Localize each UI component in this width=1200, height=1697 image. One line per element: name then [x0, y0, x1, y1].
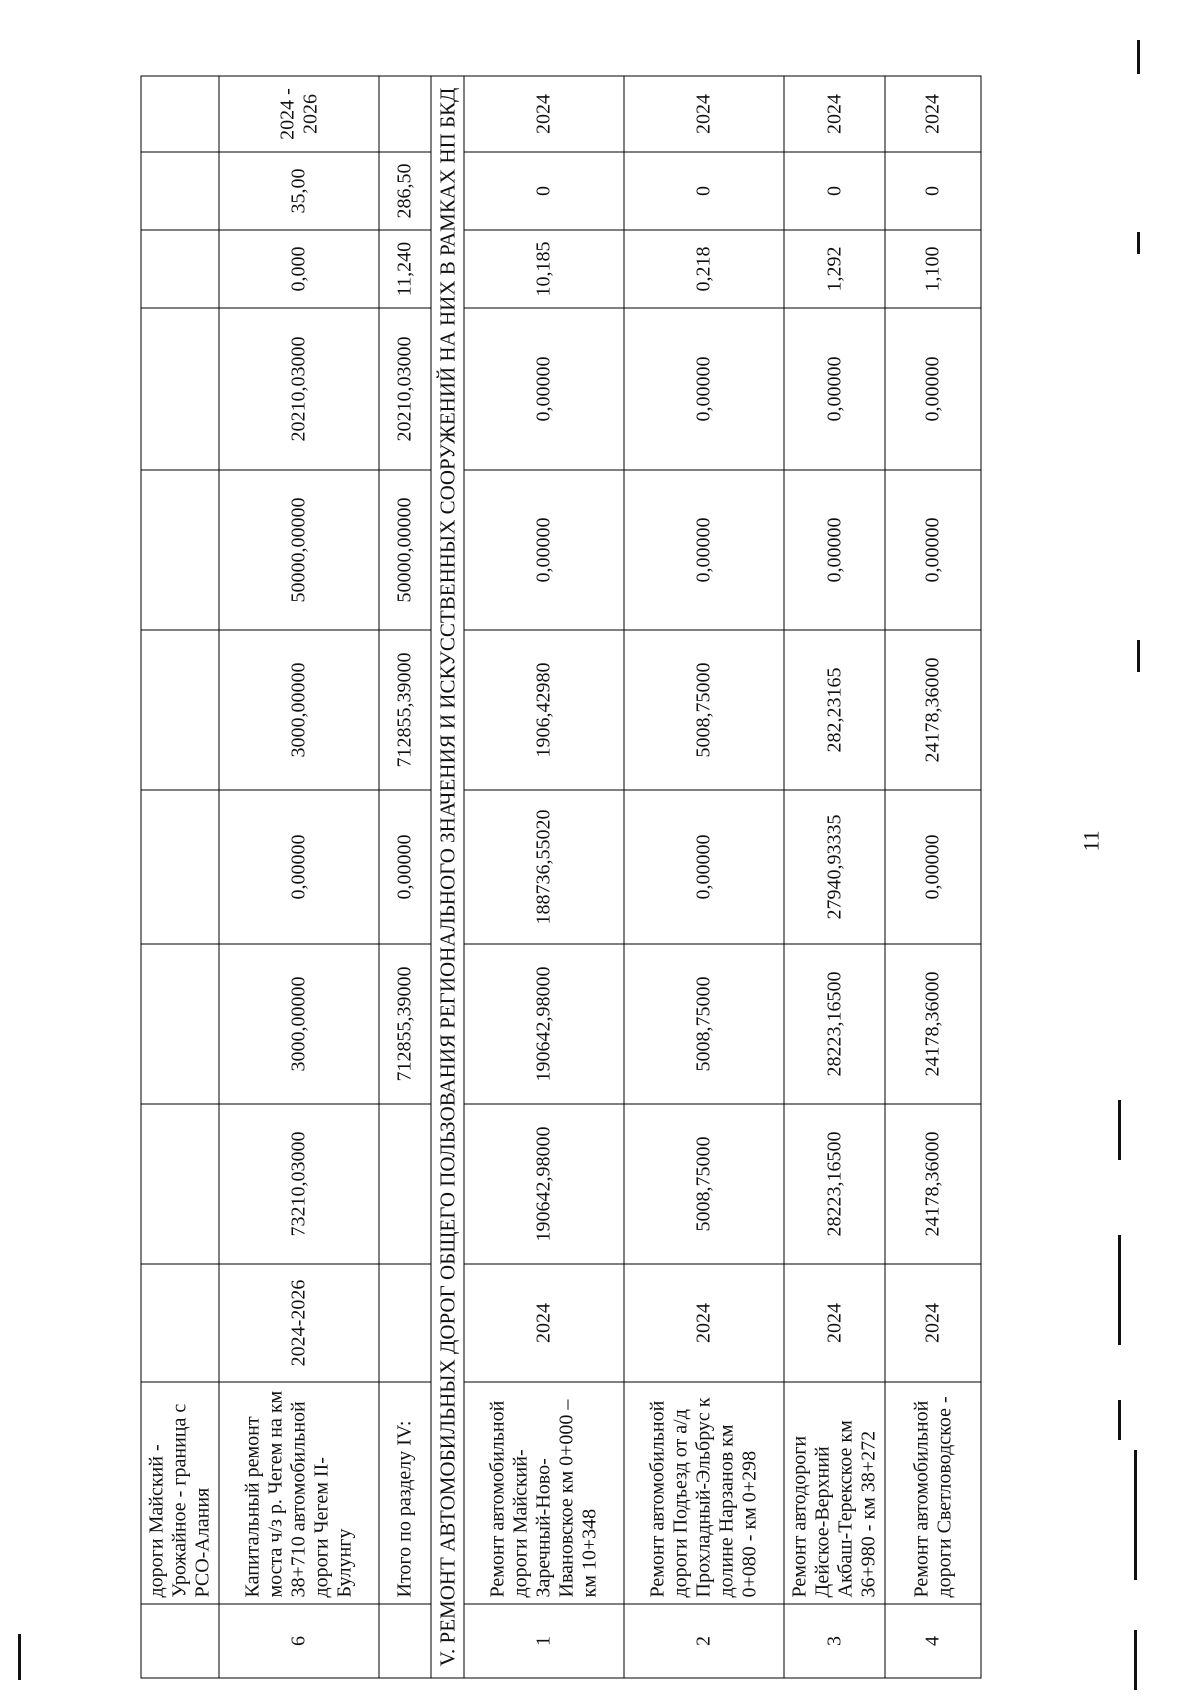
cell-c7: 11,240 — [379, 230, 431, 308]
cell-c5: 0,00000 — [885, 470, 981, 630]
cell-c4: 1906,42980 — [464, 630, 624, 790]
scan-mark — [1134, 1450, 1137, 1580]
cell-c5: 0,00000 — [784, 470, 885, 630]
cell-years: 2024 — [464, 1264, 624, 1382]
cell-name: Итого по разделу IV: — [379, 1382, 431, 1604]
cell-c6: 0,00000 — [624, 308, 784, 470]
cell-c9 — [379, 76, 431, 152]
cell-c4 — [141, 630, 219, 790]
cell-years — [141, 1264, 219, 1382]
section-title: V. РЕМОНТ АВТОМОБИЛЬНЫХ ДОРОГ ОБЩЕГО ПОЛЬЗОВАНИЯ РЕГИОНАЛЬНОГО ЗНАЧЕНИЯ И ИСКУССТВЕННЫХ СООРУЖЕНИЙ НА НИХ В РАМКАХ НП БКД — [431, 76, 464, 1678]
rotated-page — [1, 0, 1200, 1697]
cell-c3: 0,00000 — [885, 790, 981, 944]
cell-name: Капитальный ремонт моста ч/з р. Чегем на км 38+710 автомобильной дороги Чегем II-Булунгу — [219, 1382, 379, 1604]
scan-mark — [1137, 232, 1140, 254]
cell-c8: 35,00 — [219, 152, 379, 230]
cell-num: 4 — [885, 1604, 981, 1678]
cell-c5: 50000,00000 — [379, 470, 431, 630]
cell-num — [141, 1604, 219, 1678]
cell-num — [379, 1604, 431, 1678]
scan-mark — [1118, 1235, 1121, 1345]
cell-c9: 2024 — [784, 76, 885, 152]
cell-c4: 3000,00000 — [219, 630, 379, 790]
cell-num: 6 — [219, 1604, 379, 1678]
scan-mark — [1137, 640, 1140, 672]
cell-c2 — [141, 944, 219, 1104]
cell-c9: 2024 — [885, 76, 981, 152]
cell-c8: 286,50 — [379, 152, 431, 230]
cell-c4: 282,23165 — [784, 630, 885, 790]
cell-c3 — [141, 790, 219, 944]
table-row — [379, 76, 431, 1678]
cell-c3: 0,00000 — [624, 790, 784, 944]
table-row — [219, 76, 379, 1678]
cell-c1: 73210,03000 — [219, 1104, 379, 1264]
table-row — [624, 76, 784, 1678]
cell-years: 2024 — [885, 1264, 981, 1382]
cell-c9: 2024 - 2026 — [219, 76, 379, 152]
cell-c4: 24178,36000 — [885, 630, 981, 790]
cell-c5: 50000,00000 — [219, 470, 379, 630]
cell-c7: 0,218 — [624, 230, 784, 308]
cell-c2: 5008,75000 — [624, 944, 784, 1104]
cell-c2: 24178,36000 — [885, 944, 981, 1104]
cell-c6: 0,00000 — [885, 308, 981, 470]
scan-mark — [18, 1634, 21, 1680]
cell-c4: 5008,75000 — [624, 630, 784, 790]
cell-c9 — [141, 76, 219, 152]
cell-years: 2024 — [784, 1264, 885, 1382]
cell-c8: 0 — [885, 152, 981, 230]
section-row — [431, 76, 464, 1678]
cell-c4: 712855,39000 — [379, 630, 431, 790]
cell-c1 — [141, 1104, 219, 1264]
cell-c6: 0,00000 — [464, 308, 624, 470]
cell-c1: 28223,16500 — [784, 1104, 885, 1264]
cell-c7: 1,100 — [885, 230, 981, 308]
cell-c1: 24178,36000 — [885, 1104, 981, 1264]
cell-c6 — [141, 308, 219, 470]
cell-c6: 0,00000 — [784, 308, 885, 470]
cell-c3: 0,00000 — [219, 790, 379, 944]
cell-c8: 0 — [464, 152, 624, 230]
cell-c3: 188736,55020 — [464, 790, 624, 944]
table-row — [141, 76, 219, 1678]
cell-c2: 28223,16500 — [784, 944, 885, 1104]
cell-c7: 10,185 — [464, 230, 624, 308]
cell-c2: 3000,00000 — [219, 944, 379, 1104]
cell-c1: 5008,75000 — [624, 1104, 784, 1264]
table-row — [784, 76, 885, 1678]
table-row — [464, 76, 624, 1678]
cell-c6: 20210,03000 — [219, 308, 379, 470]
cell-name: Ремонт автомобильной дороги Светловодское - — [885, 1382, 981, 1604]
cell-c3: 27940,93335 — [784, 790, 885, 944]
cell-c7: 1,292 — [784, 230, 885, 308]
cell-name: Ремонт автодороги Дейское-Верхний Акбаш-Терекское км 36+980 - км 38+272 — [784, 1382, 885, 1604]
cell-c9: 2024 — [464, 76, 624, 152]
cell-name: Ремонт автомобильной дороги Подъезд от а/д Прохладный-Эльбрус к долине Нарзанов км 0+080 - км 0+298 — [624, 1382, 784, 1604]
cell-c3: 0,00000 — [379, 790, 431, 944]
cell-years: 2024-2026 — [219, 1264, 379, 1382]
scan-mark — [1118, 1400, 1121, 1440]
scan-mark — [1137, 40, 1140, 74]
cell-c1 — [379, 1104, 431, 1264]
cell-c5 — [141, 470, 219, 630]
cell-name: Ремонт автомобильной дороги Майский-Заречный-Ново-Ивановское км 0+000 – км 10+348 — [464, 1382, 624, 1604]
roads-table — [141, 76, 982, 1679]
cell-num: 3 — [784, 1604, 885, 1678]
cell-c1: 190642,98000 — [464, 1104, 624, 1264]
cell-c5: 0,00000 — [464, 470, 624, 630]
cell-c6: 20210,03000 — [379, 308, 431, 470]
scan-mark — [1134, 1630, 1137, 1690]
cell-num: 1 — [464, 1604, 624, 1678]
cell-c8: 0 — [624, 152, 784, 230]
cell-c5: 0,00000 — [624, 470, 784, 630]
cell-c9: 2024 — [624, 76, 784, 152]
table-row — [885, 76, 981, 1678]
cell-c7 — [141, 230, 219, 308]
cell-name: дороги Майский - Урожайное - граница с РСО-Алания — [141, 1382, 219, 1604]
cell-c8 — [141, 152, 219, 230]
page-number: 11 — [1078, 830, 1104, 852]
cell-c2: 190642,98000 — [464, 944, 624, 1104]
cell-years: 2024 — [624, 1264, 784, 1382]
scan-mark — [1118, 1100, 1121, 1160]
cell-num: 2 — [624, 1604, 784, 1678]
cell-c8: 0 — [784, 152, 885, 230]
cell-c2: 712855,39000 — [379, 944, 431, 1104]
cell-years — [379, 1264, 431, 1382]
cell-c7: 0,000 — [219, 230, 379, 308]
